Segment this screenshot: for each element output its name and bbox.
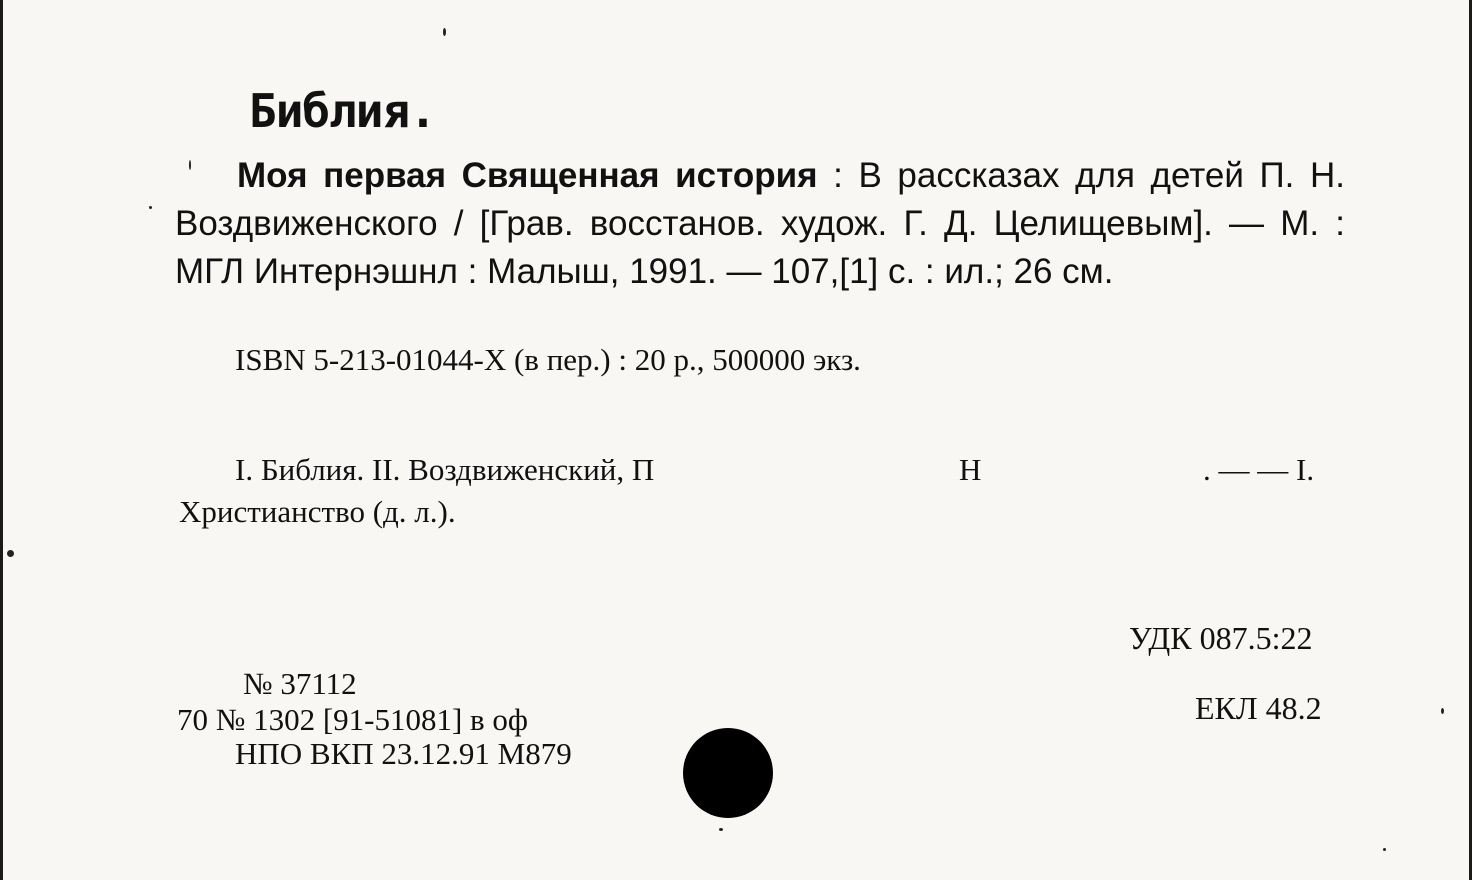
scan-speck <box>1441 708 1444 714</box>
scan-speck <box>719 828 723 831</box>
scan-speck <box>189 160 191 170</box>
tracings-line-2: Христианство (д. л.). <box>179 494 456 529</box>
scan-speck <box>443 28 446 36</box>
udk-code: УДК 087.5:22 <box>1129 620 1313 656</box>
tracings-initial: Н <box>959 452 982 487</box>
printer-line: НПО ВКП 23.12.91 М879 <box>235 736 572 771</box>
description-rest: : В рассказах для детей П. Н. Воздвиженского / [Грав. восстанов. худож. Г. Д. Целищевым]. — М. : МГЛ Интернэшнл : Малыш, 1991. — 107,[1] с. : ил.; 26 см. <box>175 156 1346 291</box>
print-info: 70 № 1302 [91-51081] в оф <box>177 702 529 737</box>
card-heading: Библия. <box>249 84 436 138</box>
scan-speck <box>149 206 152 209</box>
order-number: № 37112 <box>243 666 357 701</box>
scan-speck <box>1383 848 1386 851</box>
book-title: Моя первая Священная история <box>237 156 818 195</box>
isbn-line: ISBN 5-213-01044-X (в пер.) : 20 р., 500000 экз. <box>235 342 861 377</box>
tracings-number: . — — I. <box>1203 452 1315 487</box>
ekl-code: ЕКЛ 48.2 <box>1195 690 1322 726</box>
scan-speck <box>7 550 14 557</box>
bibliographic-description <box>175 152 1345 296</box>
tracings-line-1: I. Библия. II. Воздвиженский, П <box>235 452 655 487</box>
punch-hole <box>683 728 773 818</box>
